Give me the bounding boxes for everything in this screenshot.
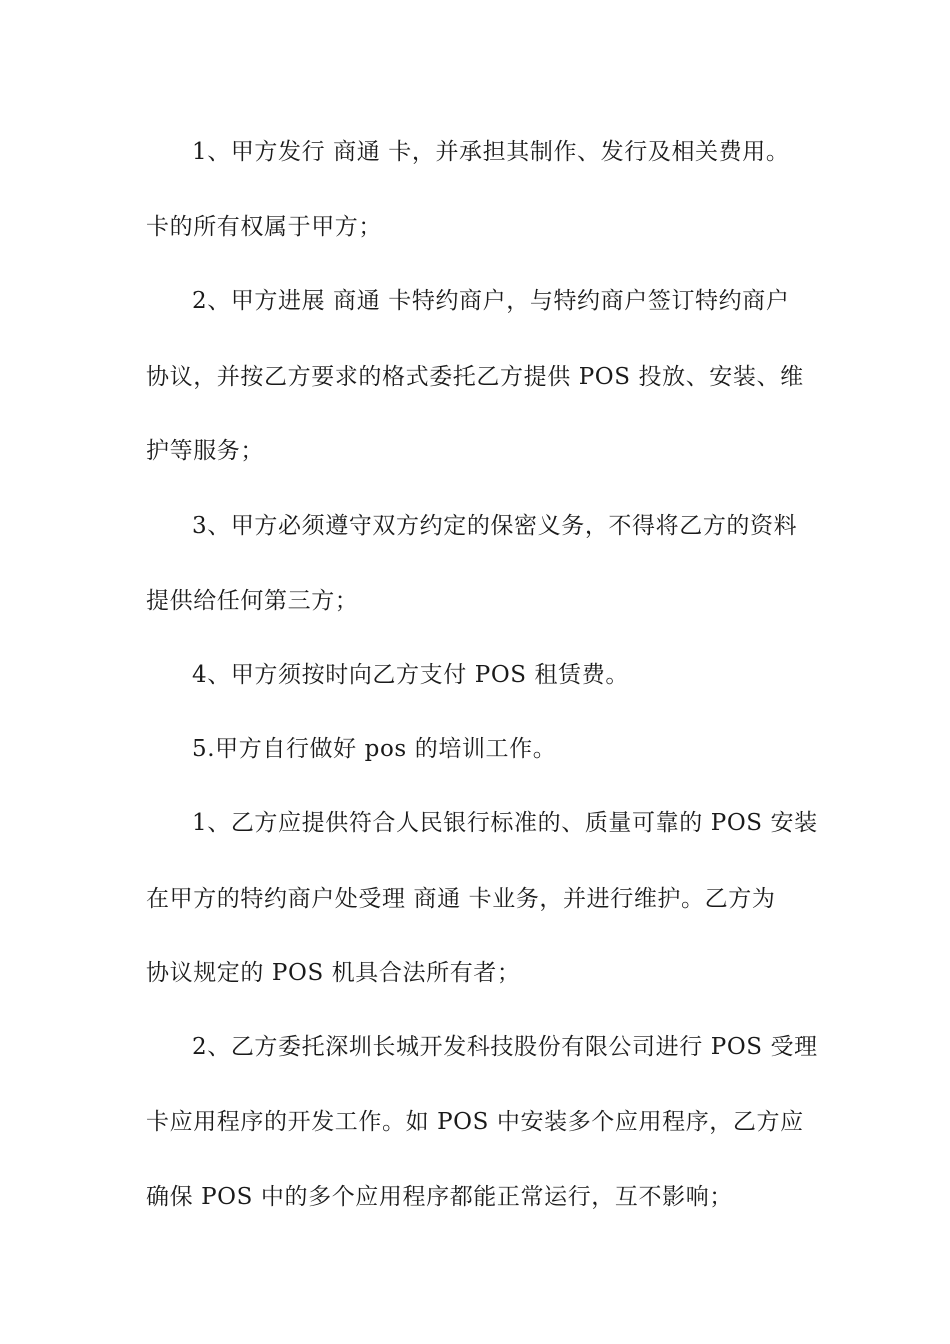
paragraph-line: 2、甲方进展 商通 卡特约商户，与特约商户签订特约商户: [192, 288, 790, 314]
paragraph-line: 3、甲方必须遵守双方约定的保密义务，不得将乙方的资料: [192, 513, 798, 539]
paragraph-line: 卡应用程序的开发工作。如 POS 中安装多个应用程序，乙方应: [146, 1109, 804, 1135]
paragraph-line: 协议，并按乙方要求的格式委托乙方提供 POS 投放、安装、维: [146, 364, 804, 390]
paragraph-line: 2、乙方委托深圳长城开发科技股份有限公司进行 POS 受理: [192, 1034, 818, 1060]
paragraph-line: 护等服务；: [146, 438, 264, 464]
paragraph-line: 1、甲方发行 商通 卡，并承担其制作、发行及相关费用。: [192, 139, 790, 165]
paragraph-line: 4、甲方须按时向乙方支付 POS 租赁费。: [192, 662, 629, 688]
paragraph-line: 提供给任何第三方；: [146, 588, 359, 614]
paragraph-line: 在甲方的特约商户处受理 商通 卡业务，并进行维护。乙方为: [146, 886, 776, 912]
paragraph-line: 1、乙方应提供符合人民银行标准的、质量可靠的 POS 安装: [192, 810, 818, 836]
paragraph-line: 协议规定的 POS 机具合法所有者；: [146, 960, 521, 986]
paragraph-line: 5.甲方自行做好 pos 的培训工作。: [192, 736, 557, 762]
paragraph-line: 确保 POS 中的多个应用程序都能正常运行，互不影响；: [146, 1184, 733, 1210]
paragraph-line: 卡的所有权属于甲方；: [146, 214, 382, 240]
